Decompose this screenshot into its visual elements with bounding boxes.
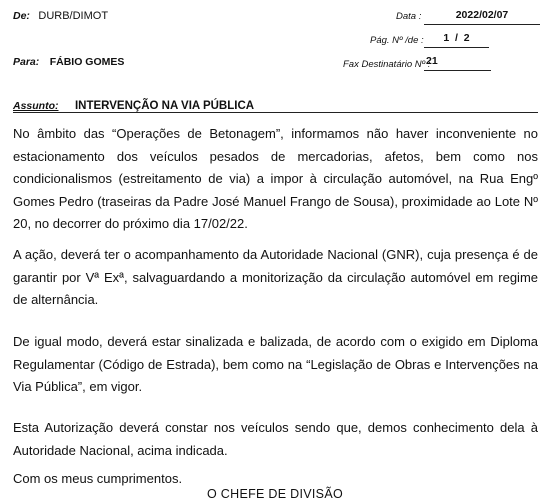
subject-value: INTERVENÇÃO NA VIA PÚBLICA — [74, 100, 255, 112]
signature-title: O CHEFE DE DIVISÃO — [207, 487, 343, 501]
to-label: Para: — [13, 56, 40, 68]
body-paragraph-4: Esta Autorização deverá constar nos veículos sendo que, demos conhecimento dela à Autoridade Nacional, acima indicada. — [13, 420, 538, 458]
fax-label: Fax Destinatário Nº : — [343, 59, 431, 70]
subject-line — [13, 96, 538, 113]
body-paragraph-1: No âmbito das “Operações de Betonagem”, informamos não haver inconveniente no estacionamento dos veículos pesados de mercadorias, afetos, bem como nos condicionalismos (estreitamento de via) a impor à circulação automóvel, na Rua Engº Gomes Pedro (traseiras da Padre José Manuel Frango de Sousa), proximidade ao Lote Nº 20, no decorrer do próximo dia 17/02/22. — [13, 126, 538, 231]
from-line — [13, 6, 108, 24]
body-paragraph-3: De igual modo, deverá estar sinalizada e balizada, de acordo com o exigido em Diploma Regulamentar (Código de Estrada), bem como na “Legislação de Obras e Intervenções na Via Pública”, em vigor. — [13, 334, 538, 394]
closing-text: Com os meus cumprimentos. — [13, 471, 183, 486]
subject-label: Assunto: — [13, 100, 59, 112]
page-label: Pág. Nº /de : — [370, 35, 424, 46]
date-label: Data : — [396, 11, 422, 22]
to-line — [13, 52, 124, 70]
page-value: 1 / 2 — [424, 32, 489, 48]
fax-value: 21 — [424, 55, 491, 71]
to-value: FÁBIO GOMES — [49, 56, 125, 68]
date-value: 2022/02/07 — [424, 9, 540, 25]
body-paragraph-2: A ação, deverá ter o acompanhamento da Autoridade Nacional (GNR), cuja presença é de garantir por Vª Exª, salvaguardando a monitorização da circulação automóvel em regime de alternância. — [13, 247, 538, 307]
from-label: De: — [13, 10, 30, 22]
from-value: DURB/DIMOT — [38, 10, 109, 22]
